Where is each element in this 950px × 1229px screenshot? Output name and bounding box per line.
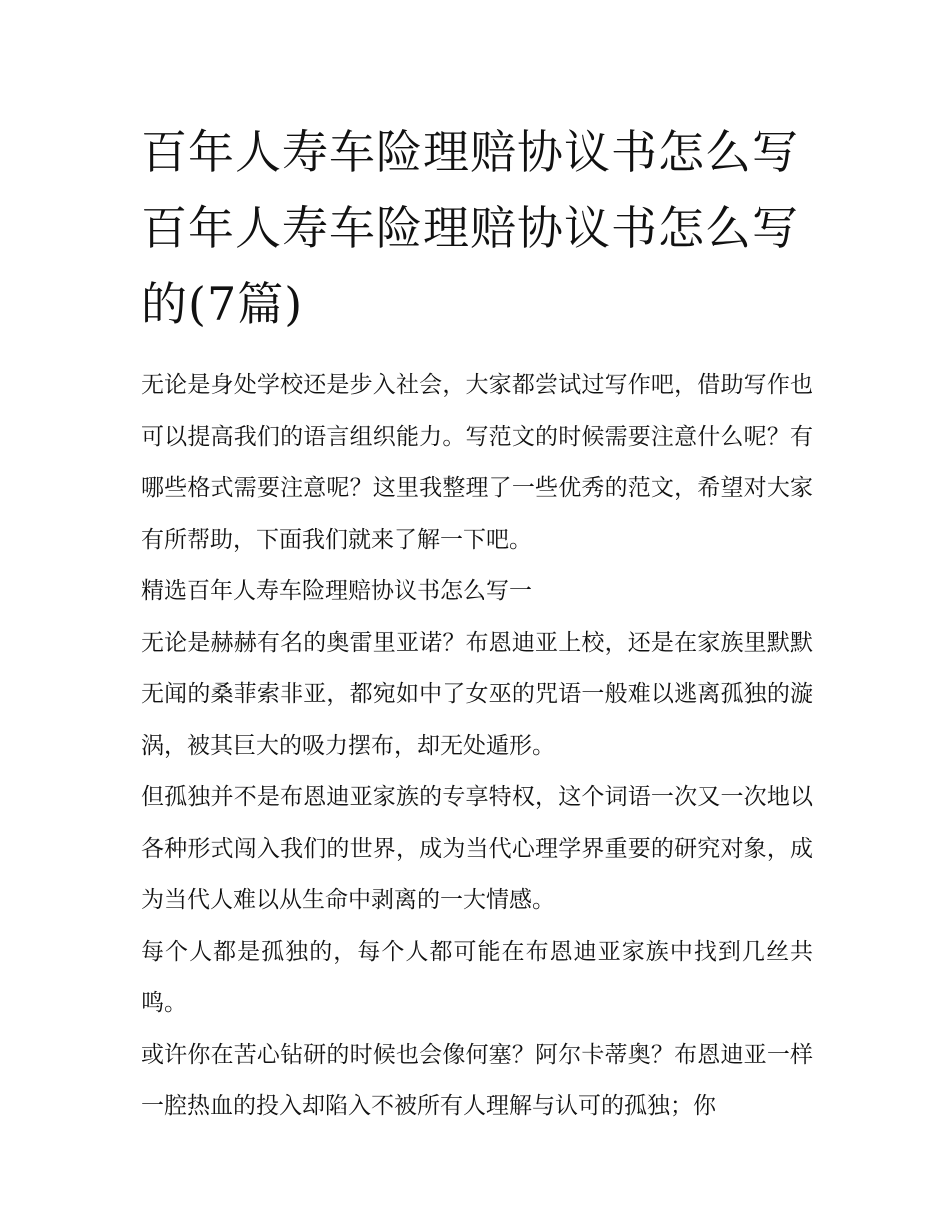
paragraph: 无论是赫赫有名的奥雷里亚诺？布恩迪亚上校，还是在家族里默默无闻的桑菲索非亚，都宛如中了女巫的咒语一般难以逃离孤独的漩涡，被其巨大的吸力摆布，却无处遁形。 (141, 629, 813, 759)
paragraph-intro: 无论是身处学校还是步入社会，大家都尝试过写作吧，借助写作也可以提高我们的语言组织能力。写范文的时候需要注意什么呢？有哪些格式需要注意呢？这里我整理了一些优秀的范文，希望对大家有所帮助，下面我们就来了解一下吧。 (141, 372, 813, 553)
paragraph: 每个人都是孤独的，每个人都可能在布恩迪亚家族中找到几丝共鸣。 (141, 938, 813, 1016)
document-title: 百年人寿车险理赔协议书怎么写 百年人寿车险理赔协议书怎么写的(7篇) (141, 125, 799, 331)
paragraph: 或许你在苦心钻研的时候也会像何塞？阿尔卡蒂奥？布恩迪亚一样一腔热血的投入却陷入不被所有人理解与认可的孤独；你 (141, 1041, 813, 1119)
paragraph: 但孤独并不是布恩迪亚家族的专享特权，这个词语一次又一次地以各种形式闯入我们的世界，成为当代心理学界重要的研究对象，成为当代人难以从生命中剥离的一大情感。 (141, 784, 813, 913)
document-body (141, 114, 813, 1133)
section-heading: 精选百年人寿车险理赔协议书怎么写一 (141, 578, 532, 604)
